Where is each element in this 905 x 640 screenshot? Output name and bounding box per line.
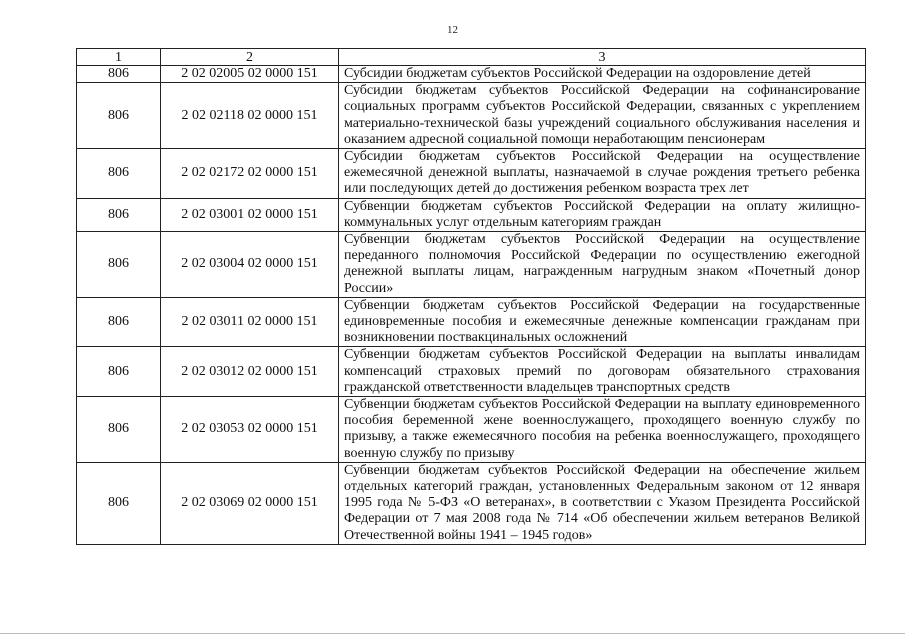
revenue-name-cell: Субсидии бюджетам субъектов Российской Федерации на оздоровление детей — [339, 66, 866, 83]
budget-code-cell: 2 02 03004 02 0000 151 — [161, 232, 339, 298]
table-row — [77, 198, 866, 231]
admin-code-cell: 806 — [77, 149, 161, 199]
budget-code-cell: 2 02 03069 02 0000 151 — [161, 462, 339, 544]
page-number: 12 — [447, 24, 458, 36]
budget-code-cell: 2 02 03053 02 0000 151 — [161, 397, 339, 463]
budget-code-cell: 2 02 02172 02 0000 151 — [161, 149, 339, 199]
page-edge-divider — [0, 633, 905, 634]
table-row — [77, 66, 866, 83]
revenue-name-cell: Субвенции бюджетам субъектов Российской Федерации на обеспечение жильем отдельных категорий граждан, установленных Федеральным законом от 12 января 1995 года № 5-ФЗ «О ветеранах», в соответствии с Указом Президента Российской Федерации от 7 мая 2008 года № 714 «Об обеспечении жильем ветеранов Великой Отечественной войны 1941 – 1945 годов» — [339, 462, 866, 544]
revenue-name-cell: Субвенции бюджетам субъектов Российской Федерации на выплату единовременного пособия беременной жене военнослужащего, проходящего военную службу по призыву, а также ежемесячного пособия на ребенка военнослужащего, проходящего военную службу по призыву — [339, 397, 866, 463]
revenue-name-cell: Субвенции бюджетам субъектов Российской Федерации на оплату жилищно-коммунальных услуг отдельным категориям граждан — [339, 198, 866, 231]
revenue-name-cell: Субсидии бюджетам субъектов Российской Федерации на осуществление ежемесячной денежной выплаты, назначаемой в случае рождения третьего ребенка или последующих детей до достижения ребенком возраста трех лет — [339, 149, 866, 199]
revenue-name-cell: Субсидии бюджетам субъектов Российской Федерации на софинансирование социальных программ субъектов Российской Федерации, связанных с укреплением материально-технической базы учреждений социального обслуживания населения и оказанием адресной социальной помощи неработающим пенсионерам — [339, 83, 866, 149]
table-row — [77, 232, 866, 298]
revenue-name-cell: Субвенции бюджетам субъектов Российской Федерации на осуществление переданного полномочия Российской Федерации по осуществлению ежегодной денежной выплаты лицам, награжденным нагрудным знаком «Почетный донор России» — [339, 232, 866, 298]
budget-code-cell: 2 02 03012 02 0000 151 — [161, 347, 339, 397]
table-row — [77, 347, 866, 397]
admin-code-cell: 806 — [77, 297, 161, 347]
admin-code-cell: 806 — [77, 232, 161, 298]
budget-code-cell: 2 02 02005 02 0000 151 — [161, 66, 339, 83]
table-header-row — [77, 49, 866, 66]
column-header-name: 3 — [339, 49, 866, 66]
admin-code-cell: 806 — [77, 347, 161, 397]
admin-code-cell: 806 — [77, 83, 161, 149]
budget-code-cell: 2 02 02118 02 0000 151 — [161, 83, 339, 149]
budget-code-cell: 2 02 03001 02 0000 151 — [161, 198, 339, 231]
admin-code-cell: 806 — [77, 198, 161, 231]
revenue-name-cell: Субвенции бюджетам субъектов Российской Федерации на государственные единовременные пособия и ежемесячные денежные компенсации гражданам при возникновении поствакцинальных осложнений — [339, 297, 866, 347]
table-row — [77, 149, 866, 199]
revenue-name-cell: Субвенции бюджетам субъектов Российской Федерации на выплаты инвалидам компенсаций страховых премий по договорам обязательного страхования гражданской ответственности владельцев транспортных средств — [339, 347, 866, 397]
column-header-kbk: 2 — [161, 49, 339, 66]
table-row — [77, 397, 866, 463]
budget-codes-table — [76, 48, 866, 545]
budget-code-cell: 2 02 03011 02 0000 151 — [161, 297, 339, 347]
admin-code-cell: 806 — [77, 66, 161, 83]
admin-code-cell: 806 — [77, 462, 161, 544]
table-row — [77, 462, 866, 544]
table-row — [77, 83, 866, 149]
admin-code-cell: 806 — [77, 397, 161, 463]
column-header-code: 1 — [77, 49, 161, 66]
table-row — [77, 297, 866, 347]
